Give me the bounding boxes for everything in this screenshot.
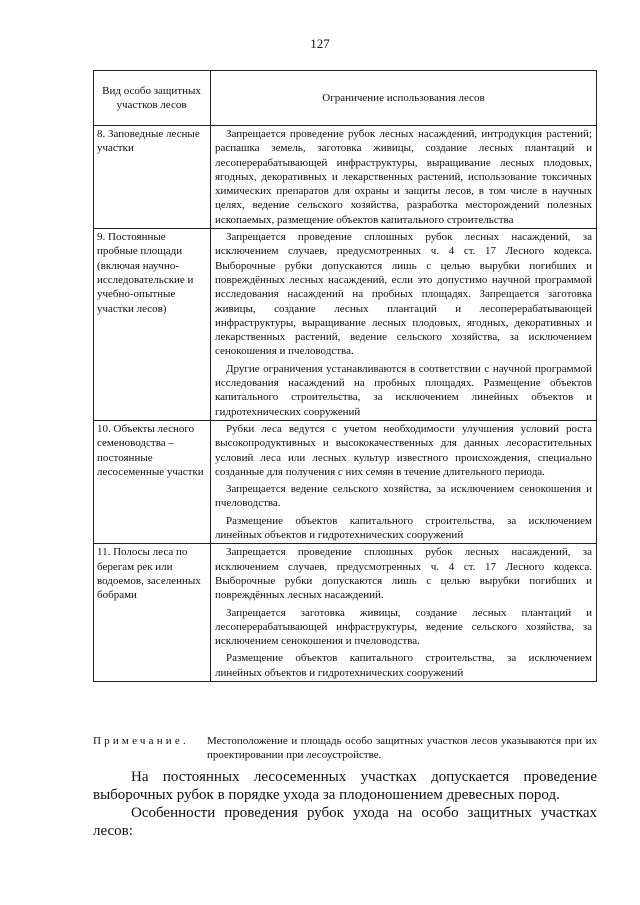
note-label: Примечание. <box>93 735 189 747</box>
note-text: Местоположение и площадь особо защитных участков лесов указываются при их проектировании при лесоустройстве. <box>207 735 597 761</box>
body-paragraph: На постоянных лесосеменных участках допускается проведение выборочных рубок в порядке ухода за плодоношением древесных пород. <box>93 769 597 803</box>
row-restriction-cell <box>211 420 597 543</box>
header-type-label: Вид особо защитных участков лесов <box>102 84 201 111</box>
table-note <box>93 734 597 762</box>
table-row <box>94 420 597 543</box>
table-header-row <box>94 71 597 126</box>
table-row <box>94 126 597 229</box>
restriction-paragraph: Размещение объектов капитального строительства, за исключением линейных объектов и гидротехнических сооружений <box>215 652 592 679</box>
header-cell-restriction <box>211 71 597 126</box>
restriction-paragraph: Запрещается ведение сельского хозяйства, за исключением сенокошения и пчеловодства. <box>215 483 592 510</box>
restriction-paragraph: Рубки леса ведутся с учетом необходимости улучшения условий роста высокопродуктивных и высококачественных для данных лесорастительных условий леса или лесных культур известного происхождения, специально созданные для получения с них семян в течение длительного периода. <box>215 422 592 478</box>
restrictions-table <box>93 70 597 682</box>
restriction-paragraph: Запрещается проведение рубок лесных насаждений, интродукция растений; распашка земель, заготовка живицы, создание лесных плантаций и лесоперерабатывающей инфраструктуры, выращивание лесных плодовых, ягодных, декоративных и лекарственных растений, использование токсичных химических препаратов для охраны и защиты лесов, в том числе в научных целях, ведение сельского хозяйства, разработка месторождений полезных ископаемых, размещение объектов капитального строительства <box>215 128 592 226</box>
restriction-paragraph: Запрещается проведение сплошных рубок лесных насаждений, за исключением случаев, предусмотренных ч. 4 ст. 17 Лесного кодекса. Выборочные рубки допускаются лишь с целью вырубки погибших и повреждённых лесных насаждений, если это допустимо научной программой исследования насаждений на пробных площадях. Запрещается заготовка живицы, создание лесных плантаций и лесоперерабатывающей инфраструктуры, выращивание лесных плодовых, ягодных, декоративных и лекарственных растений, ведение сельского хозяйства, за исключением сенокошения и пчеловодства. <box>215 231 592 358</box>
row-type-cell: 9. Постоянные пробные площади (включая научно-исследовательские и учебно-опытные участки лесов) <box>94 229 211 421</box>
row-restriction-cell <box>211 544 597 682</box>
row-restriction-cell <box>211 229 597 421</box>
row-type-cell: 11. Полосы леса по берегам рек или водоемов, заселенных бобрами <box>94 544 211 682</box>
table-row <box>94 229 597 421</box>
table-row <box>94 544 597 682</box>
restriction-paragraph: Запрещается заготовка живицы, создание лесных плантаций и лесоперерабатывающей инфраструктуры, ведение сельского хозяйства, за исключением сенокошения и пчеловодства. <box>215 606 592 648</box>
restriction-paragraph: Размещение объектов капитального строительства, за исключением линейных объектов и гидротехнических сооружений <box>215 514 592 542</box>
page-number: 127 <box>310 36 330 51</box>
row-type-cell: 10. Объекты лесного семеноводства – постоянные лесосеменные участки <box>94 420 211 543</box>
header-cell-type <box>94 71 211 126</box>
restriction-paragraph: Запрещается проведение сплошных рубок лесных насаждений, за исключением случаев, предусмотренных ч. 4 ст. 17 Лесного кодекса. Выборочные рубки допускаются лишь с целью вырубки погибших и повреждённых лесных насаждений. <box>215 546 592 602</box>
header-restriction-label: Ограничение использования лесов <box>322 91 485 104</box>
row-type-cell: 8. Заповедные лесные участки <box>94 126 211 229</box>
body-paragraph: Особенности проведения рубок ухода на особо защитных участках лесов: <box>93 805 597 839</box>
row-restriction-cell <box>211 126 597 229</box>
restriction-paragraph: Другие ограничения устанавливаются в соответствии с научной программой исследования насаждений на пробных площадях. Размещение объектов капитального строительства, за исключением линейных объектов и гидротехнических сооружений <box>215 362 592 418</box>
